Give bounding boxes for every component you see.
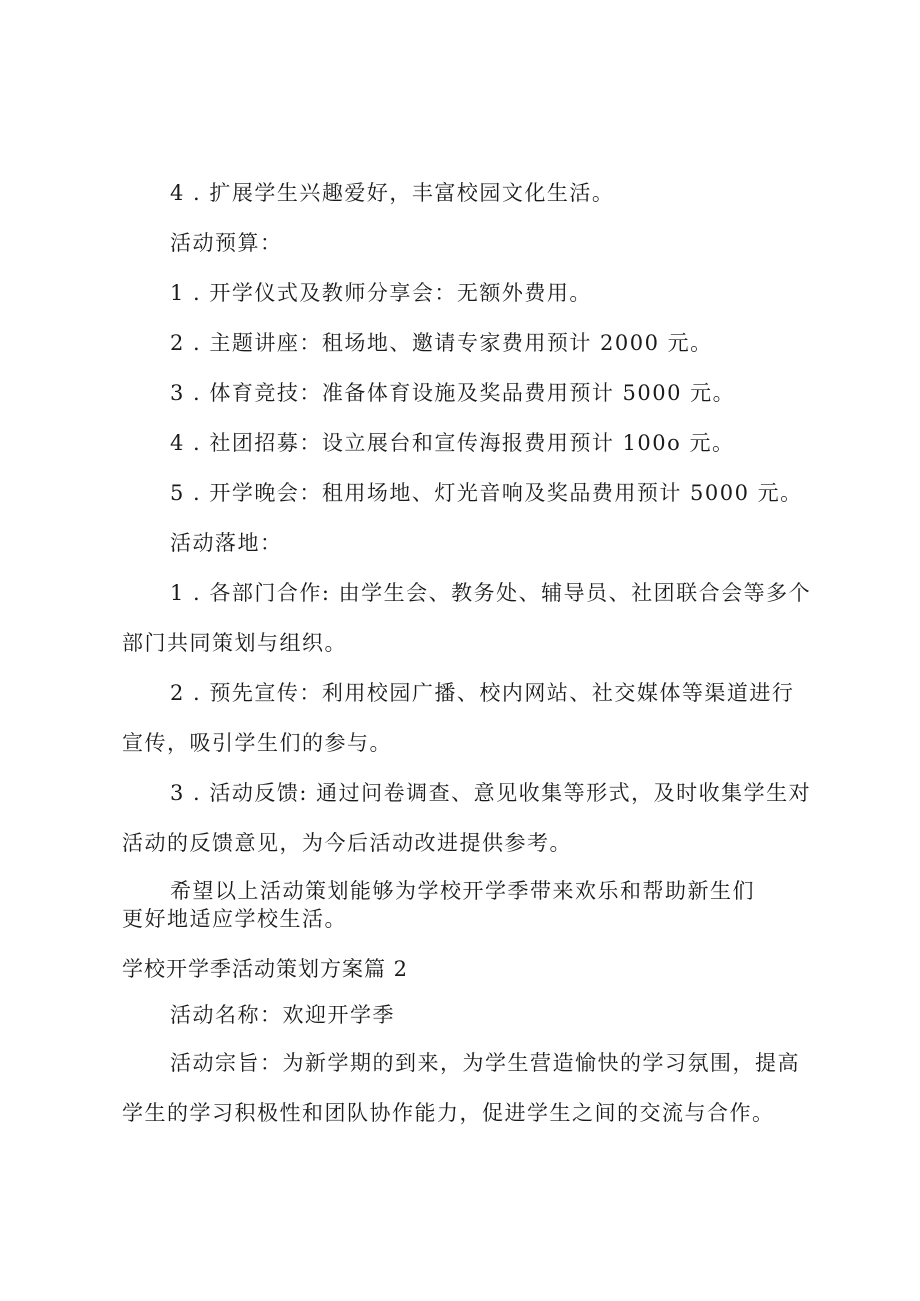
closing-paragraph-line-1: 希望以上活动策划能够为学校开学季带来欢乐和帮助新生们 (170, 879, 755, 903)
activity-name: 活动名称：欢迎开学季 (170, 1003, 395, 1027)
implementation-item-1-line-1: 1 . 各部门合作: 由学生会、教务处、辅导员、社团联合会等多个 (170, 581, 812, 605)
activity-purpose-line-1: 活动宗旨：为新学期的到来，为学生营造愉快的学习氛围，提高 (170, 1051, 800, 1075)
closing-paragraph-line-2: 更好地适应学校生活。 (122, 907, 347, 931)
budget-item-4: 4 . 社团招募：设立展台和宣传海报费用预计 100o 元。 (170, 431, 735, 455)
activity-purpose-line-2: 学生的学习积极性和团队协作能力，促进学生之间的交流与合作。 (122, 1101, 775, 1125)
budget-item-3: 3 . 体育竞技：准备体育设施及奖品费用预计 5000 元。 (170, 381, 736, 405)
budget-item-2: 2 . 主题讲座：租场地、邀请专家费用预计 2000 元。 (170, 331, 713, 355)
implementation-item-1-line-2: 部门共同策划与组织。 (122, 631, 347, 655)
budget-item-1: 1 . 开学仪式及教师分享会：无额外费用。 (170, 281, 592, 305)
implementation-item-3-line-1: 3 . 活动反馈: 通过问卷调查、意见收集等形式，及时收集学生对 (170, 781, 812, 805)
implementation-item-2-line-2: 宣传，吸引学生们的参与。 (122, 731, 392, 755)
budget-heading: 活动预算： (170, 231, 283, 255)
implementation-item-3-line-2: 活动的反馈意见，为今后活动改进提供参考。 (122, 831, 572, 855)
budget-item-5: 5 . 开学晚会：租用场地、灯光音响及奖品费用预计 5000 元。 (170, 481, 803, 505)
implementation-item-2-line-1: 2 . 预先宣传：利用校园广播、校内网站、社交媒体等渠道进行 (170, 681, 795, 705)
section-title: 学校开学季活动策划方案篇 2 (122, 957, 409, 981)
implementation-heading: 活动落地： (170, 531, 283, 555)
goal-item-4: 4 . 扩展学生兴趣爱好，丰富校园文化生活。 (170, 181, 615, 205)
